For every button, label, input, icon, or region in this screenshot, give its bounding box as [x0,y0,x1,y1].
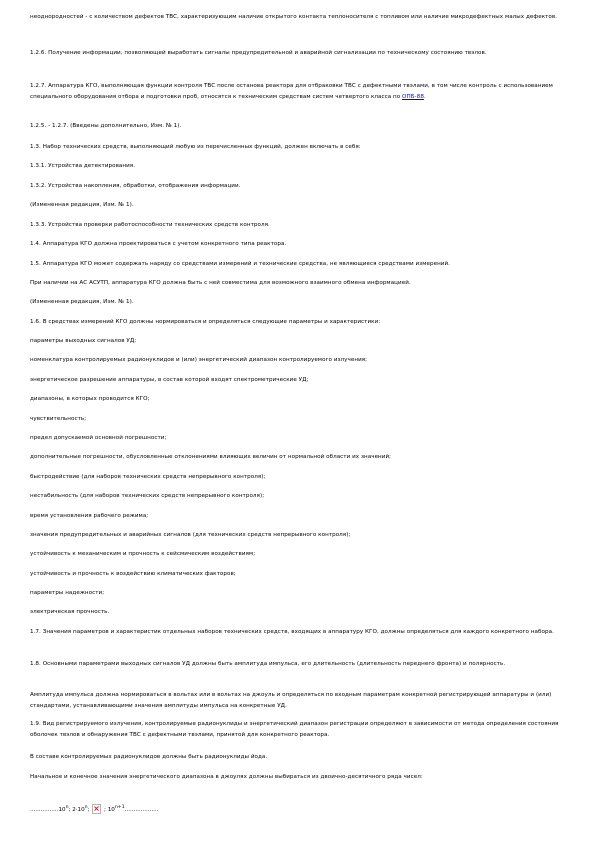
list-item: диапазоны, в которых проводится КГО; [30,396,150,402]
formula-exponent: n [84,805,88,810]
paragraph: (Измененная редакция, Изм. № 1). [30,202,134,208]
list-item: чувствительность; [30,416,87,422]
paragraph: 1.3.2. Устройства накопления, обработки, отображения информации. [30,183,241,189]
paragraph: 1.6. В средствах измерений КГО должны нормироваться и определяться следующие параметры и характеристики: [30,319,381,325]
list-item: устойчивость и прочность к воздействию климатических факторов; [30,571,236,577]
paragraph: Начальное и конечное значения энергетического диапазона в джоулях должны выбираться из двоично-десятичного ряда чисел: [30,774,423,780]
paragraph: При наличии на АС АСУТП, аппаратура КГО должна быть с ней совместима для возможного взаимного обмена информацией. [30,280,411,286]
paragraph: 1.2.5. - 1.2.7. (Введены дополнительно, Изм. № 1). [30,123,182,129]
paragraph: 1.9. Вид регистрируемого излучения, контролируемые радионуклиды и энергетический диапазон регистрации определяют в зависимости от метода определения состояния оболочек твэлов и обнаружения ТВС с дефектными твэлами, принятой для конкретного реактора. [30,721,559,738]
opb-88-link[interactable]: ОПБ-88 [402,93,424,100]
paragraph-text: 1.2.7. Аппаратура КГО, выполняющая функции контроля ТВС после останова реактора для отбраковки ТВС с дефектными твэлами, в том числе контроль с использованием специального оборудования отбора и подготовки проб, относятся к техническим средствам систем четвертого класса по [30,83,553,100]
formula-exponent: n+1 [114,805,125,810]
paragraph: 1.8. Основными параметрами выходных сигналов УД должны быть амплитуда импульса, его длительность (длительность переднего фронта) и полярность. [30,661,506,667]
paragraph: 1.7. Значения параметров и характеристик отдельных наборов технических средств, входящих в аппаратуру КГО, должны определяться для каждого конкретного набора. [30,629,554,635]
paragraph: 1.4. Аппаратура КГО должна проектироваться с учетом конкретного типа реактора. [30,241,287,247]
paragraph: 1.5. Аппаратура КГО может содержать наряду со средствами измерений и технические средства, не являющиеся средствами измерений. [30,261,451,267]
paragraph: 1.3.3. Устройства проверки работоспособности технических средств контроля. [30,222,270,228]
list-item: нестабильность (для наборов технических средств непрерывного контроля); [30,493,265,499]
paragraph: Амплитуда импульса должна нормироваться в вольтах или в вольтах на джоуль и определяться по входным параметрам конкретной регистрирующей аппаратуры и (или) стандартами, устанавливающими значения амплитуды импульса на конкретные УД. [30,692,552,709]
list-item: электрическая прочность. [30,609,110,615]
list-item: предел допускаемой основной погрешности; [30,435,167,441]
list-item: время установления рабочего режима; [30,513,149,519]
broken-image-icon [92,804,101,814]
list-item: быстродействие (для наборов технических средств непрерывного контроля); [30,474,266,480]
paragraph-1-2-7 [30,81,567,102]
list-item: параметры выходных сигналов УД; [30,338,137,344]
formula-part: ; [87,806,92,813]
paragraph: В составе контролируемых радионуклидов должны быть радионуклиды йода. [30,754,268,760]
list-item: значения предупредительных и аварийных сигналов (для технических средств непрерывного контроля); [30,532,351,538]
formula-part: ; 2·10 [68,806,85,813]
list-item: энергетическое разрешение аппаратуры, в состав которой входят спектрометрические УД; [30,377,309,383]
list-item: устойчивость к механическим и прочность к сейсмическим воздействиям; [30,551,256,557]
formula-part: ; 10 [102,806,115,813]
paragraph: неоднородностей - с количеством дефектов ТВС, характеризующим наличие открытого контакта теплоносителя с топливом или наличие микродефектных малых дефектов. [30,14,558,20]
paragraph: 1.3. Набор технических средств, выполняющий любую из перечисленных функций, должен включать в себя: [30,144,361,150]
energy-range-formula [30,803,158,815]
formula-prefix: ................10 [30,806,66,813]
formula-exponent: n [65,805,69,810]
formula-suffix: ................... [124,806,159,813]
paragraph: (Измененная редакция, Изм. № 1). [30,299,134,305]
paragraph-tail: . [423,93,426,100]
list-item: параметры надежности; [30,590,105,596]
paragraph: 1.2.6. Получение информации, позволяющей выработать сигналы предупредительной и аварийной сигнализации по техническому состоянию твэлов. [30,50,487,56]
list-item: номенклатура контролируемых радионуклидов и (или) энергетический диапазон контролируемого излучения; [30,357,368,363]
paragraph: 1.3.1. Устройства детектирования. [30,163,136,169]
list-item: дополнительные погрешности, обусловленные отклонениями влияющих величин от нормальной области их значений; [30,454,392,460]
